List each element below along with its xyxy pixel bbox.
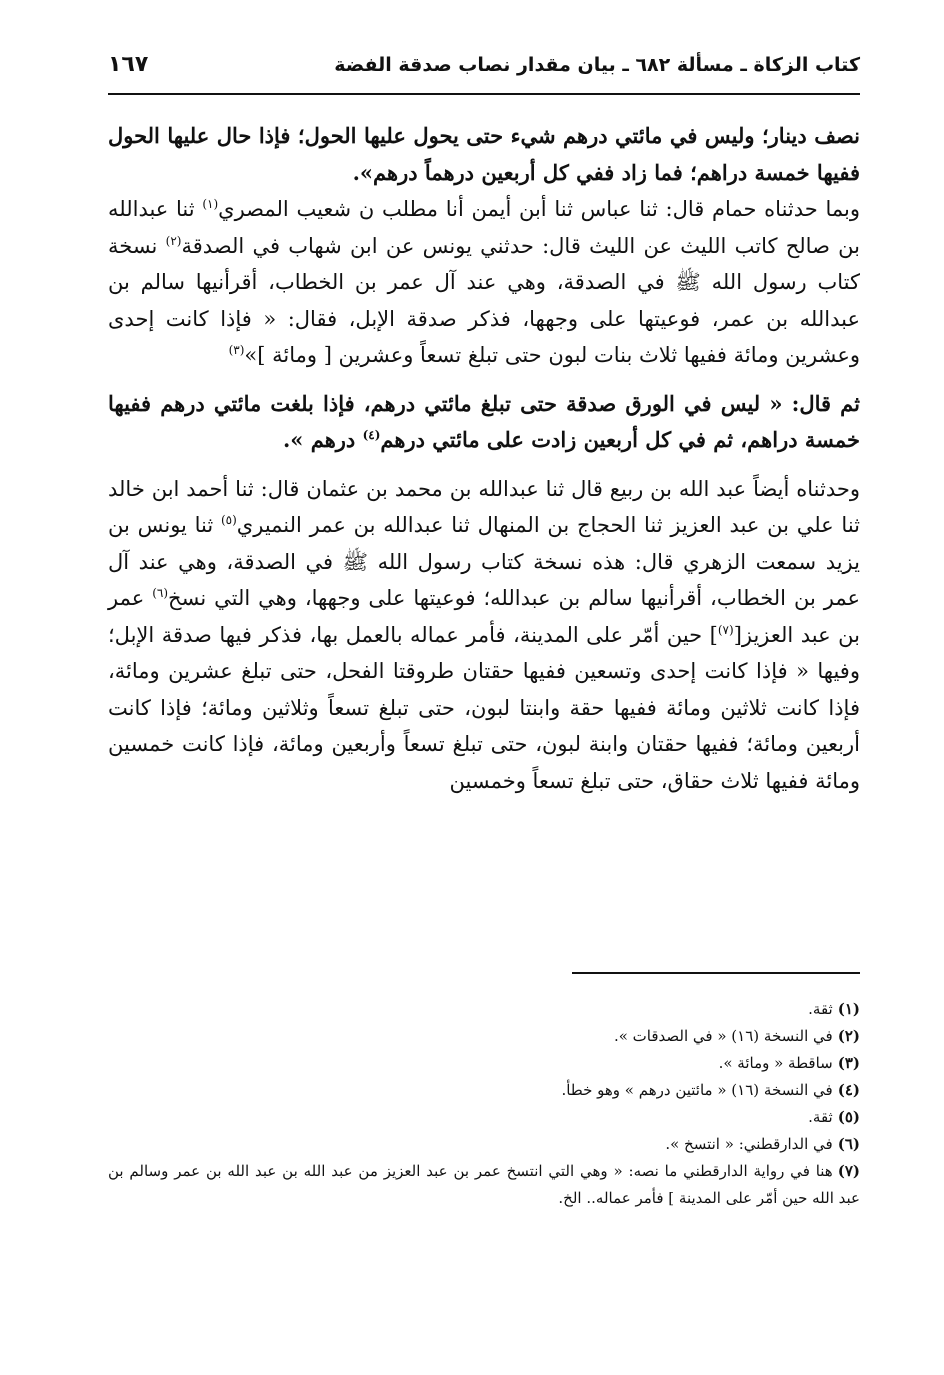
footnotes [108, 996, 860, 1212]
paragraph-2 [108, 191, 860, 374]
footnote-ref-3[interactable]: (٣) [228, 343, 245, 357]
footnote-text: في الدارقطني: « انتسخ ». [665, 1135, 833, 1153]
header-title: كتاب الزكاة ـ مسألة ٦٨٢ ـ بيان مقدار نصاب صدقة الفضة [334, 54, 860, 76]
footnote-2 [108, 1023, 860, 1050]
paragraph-4-part-c: عمر بن عبد العزيز[ [108, 586, 860, 647]
paragraph-4-part-b: ثنا يونس بن يزيد سمعت الزهري قال: هذه نسخة كتاب رسول الله ﷺ في الصدقة، وهي عند آل عمر بن الخطاب، أقرأنيها سالم بن عبدالله؛ فوعيتها على وجهها، وهي التي نسخ [108, 513, 861, 610]
paragraph-2-part-b: ثنا عبدالله بن صالح كاتب الليث عن الليث قال: حدثني يونس عن ابن شهاب في الصدقة [108, 197, 860, 258]
footnote-ref-5[interactable]: (٥) [220, 513, 237, 527]
paragraph-3 [108, 386, 860, 459]
footnote-ref-1[interactable]: (١) [202, 197, 219, 211]
paragraph-2-part-c: نسخة كتاب رسول الله ﷺ في الصدقة، وهي عند آل عمر بن الخطاب، أقرأنيها سالم بن عبدالله بن عمر، فوعيتها على وجهها، فذكر صدقة الإبل، فقال: « فإذا كانت إحدى وعشرين ومائة ففيها ثلاث بنات لبون حتى تبلغ تسعاً وعشرين [ ومائة ]» [108, 233, 860, 367]
paragraph-4-part-d: ] حين أمّر على المدينة، فأمر عماله بالعمل بها، فذكر فيها صدقة الإبل؛ وفيها « فإذا كانت إحدى وتسعين ففيها حقتان طروقتا الفحل، حتى تبلغ عشرين ومائة، فإذا كانت ثلاثين ومائة ففيها حقة وابنتا لبون، حتى تبلغ تسعاً وثلاثين ومائة؛ فإذا كانت أربعين ومائة؛ ففيها حقتان وابنة لبون، حتى تبلغ تسعاً وأربعين ومائة، فإذا كانت خمسين ومائة ففيها ثلاث حقاق، حتى تبلغ تسعاً وخمسين [108, 622, 860, 793]
footnote-text: في النسخة (١٦) « في الصدقات ». [613, 1027, 833, 1045]
footnote-number: (٧) [837, 1162, 860, 1180]
footnote-6 [108, 1131, 860, 1158]
footnote-text: ثقة. [808, 1000, 833, 1018]
footnote-1 [108, 996, 860, 1023]
footnote-number: (٢) [837, 1027, 860, 1045]
footnote-number: (٣) [837, 1054, 860, 1072]
footnote-text: هنا في رواية الدارقطني ما نصه: « وهي التي انتسخ عمر بن عبد العزيز من عبد الله بن عبد الله بن عمر وسالم بن عبد الله حين أمّر على المدينة ] فأمر عماله.. الخ. [108, 1162, 860, 1207]
footnote-7 [108, 1158, 860, 1212]
paragraph-4-part-a: وحدثناه أيضاً عبد الله بن ربيع قال ثنا عبدالله بن محمد بن عثمان قال: ثنا أحمد ابن خالد ثنا علي بن عبد العزيز ثنا الحجاج بن المنهال ثنا عبدالله بن عمر النميري [108, 476, 861, 537]
paragraph-1: نصف دينار؛ وليس في مائتي درهم شيء حتى يحول عليها الحول؛ فإذا حال عليها الحول ففيها خمسة دراهم؛ فما زاد ففي كل أربعين درهماً درهم». [108, 123, 860, 185]
footnote-4 [108, 1077, 860, 1104]
paragraph-2-part-a: وبما حدثناه حمام قال: ثنا عباس ثنا أبن أيمن أنا مطلب ن شعيب المصري [218, 197, 860, 221]
footnote-text: في النسخة (١٦) « مائتين درهم » وهو خطأ. [561, 1081, 833, 1099]
footnote-number: (٥) [837, 1108, 860, 1126]
main-text [108, 118, 860, 799]
paragraph-3-part-b: درهم ». [282, 427, 363, 452]
paragraph-3-part-a: ثم قال: « ليس في الورق صدقة حتى تبلغ مائتي درهم، فإذا بلغت مائتي درهم ففيها خمسة دراهم، ثم في كل أربعين زادت على مائتي درهم [108, 390, 860, 452]
footnote-text: ساقطة « ومائة ». [718, 1054, 833, 1072]
footnote-ref-4[interactable]: (٤) [362, 428, 381, 442]
footnote-ref-2[interactable]: (٢) [165, 233, 182, 248]
footnote-number: (٦) [837, 1135, 860, 1153]
footnote-number: (١) [837, 1000, 860, 1018]
footnote-5 [108, 1104, 860, 1131]
footnote-3 [108, 1050, 860, 1077]
page-number: ١٦٧ [108, 52, 149, 77]
footnote-ref-6[interactable]: (٦) [152, 586, 169, 600]
footnote-text: ثقة. [808, 1108, 833, 1126]
footnote-ref-7[interactable]: (٧) [717, 622, 734, 637]
footnote-rule [572, 972, 860, 974]
header-rule [108, 93, 860, 95]
paragraph-4 [108, 471, 860, 800]
running-header [108, 50, 860, 90]
footnote-number: (٤) [837, 1081, 860, 1099]
